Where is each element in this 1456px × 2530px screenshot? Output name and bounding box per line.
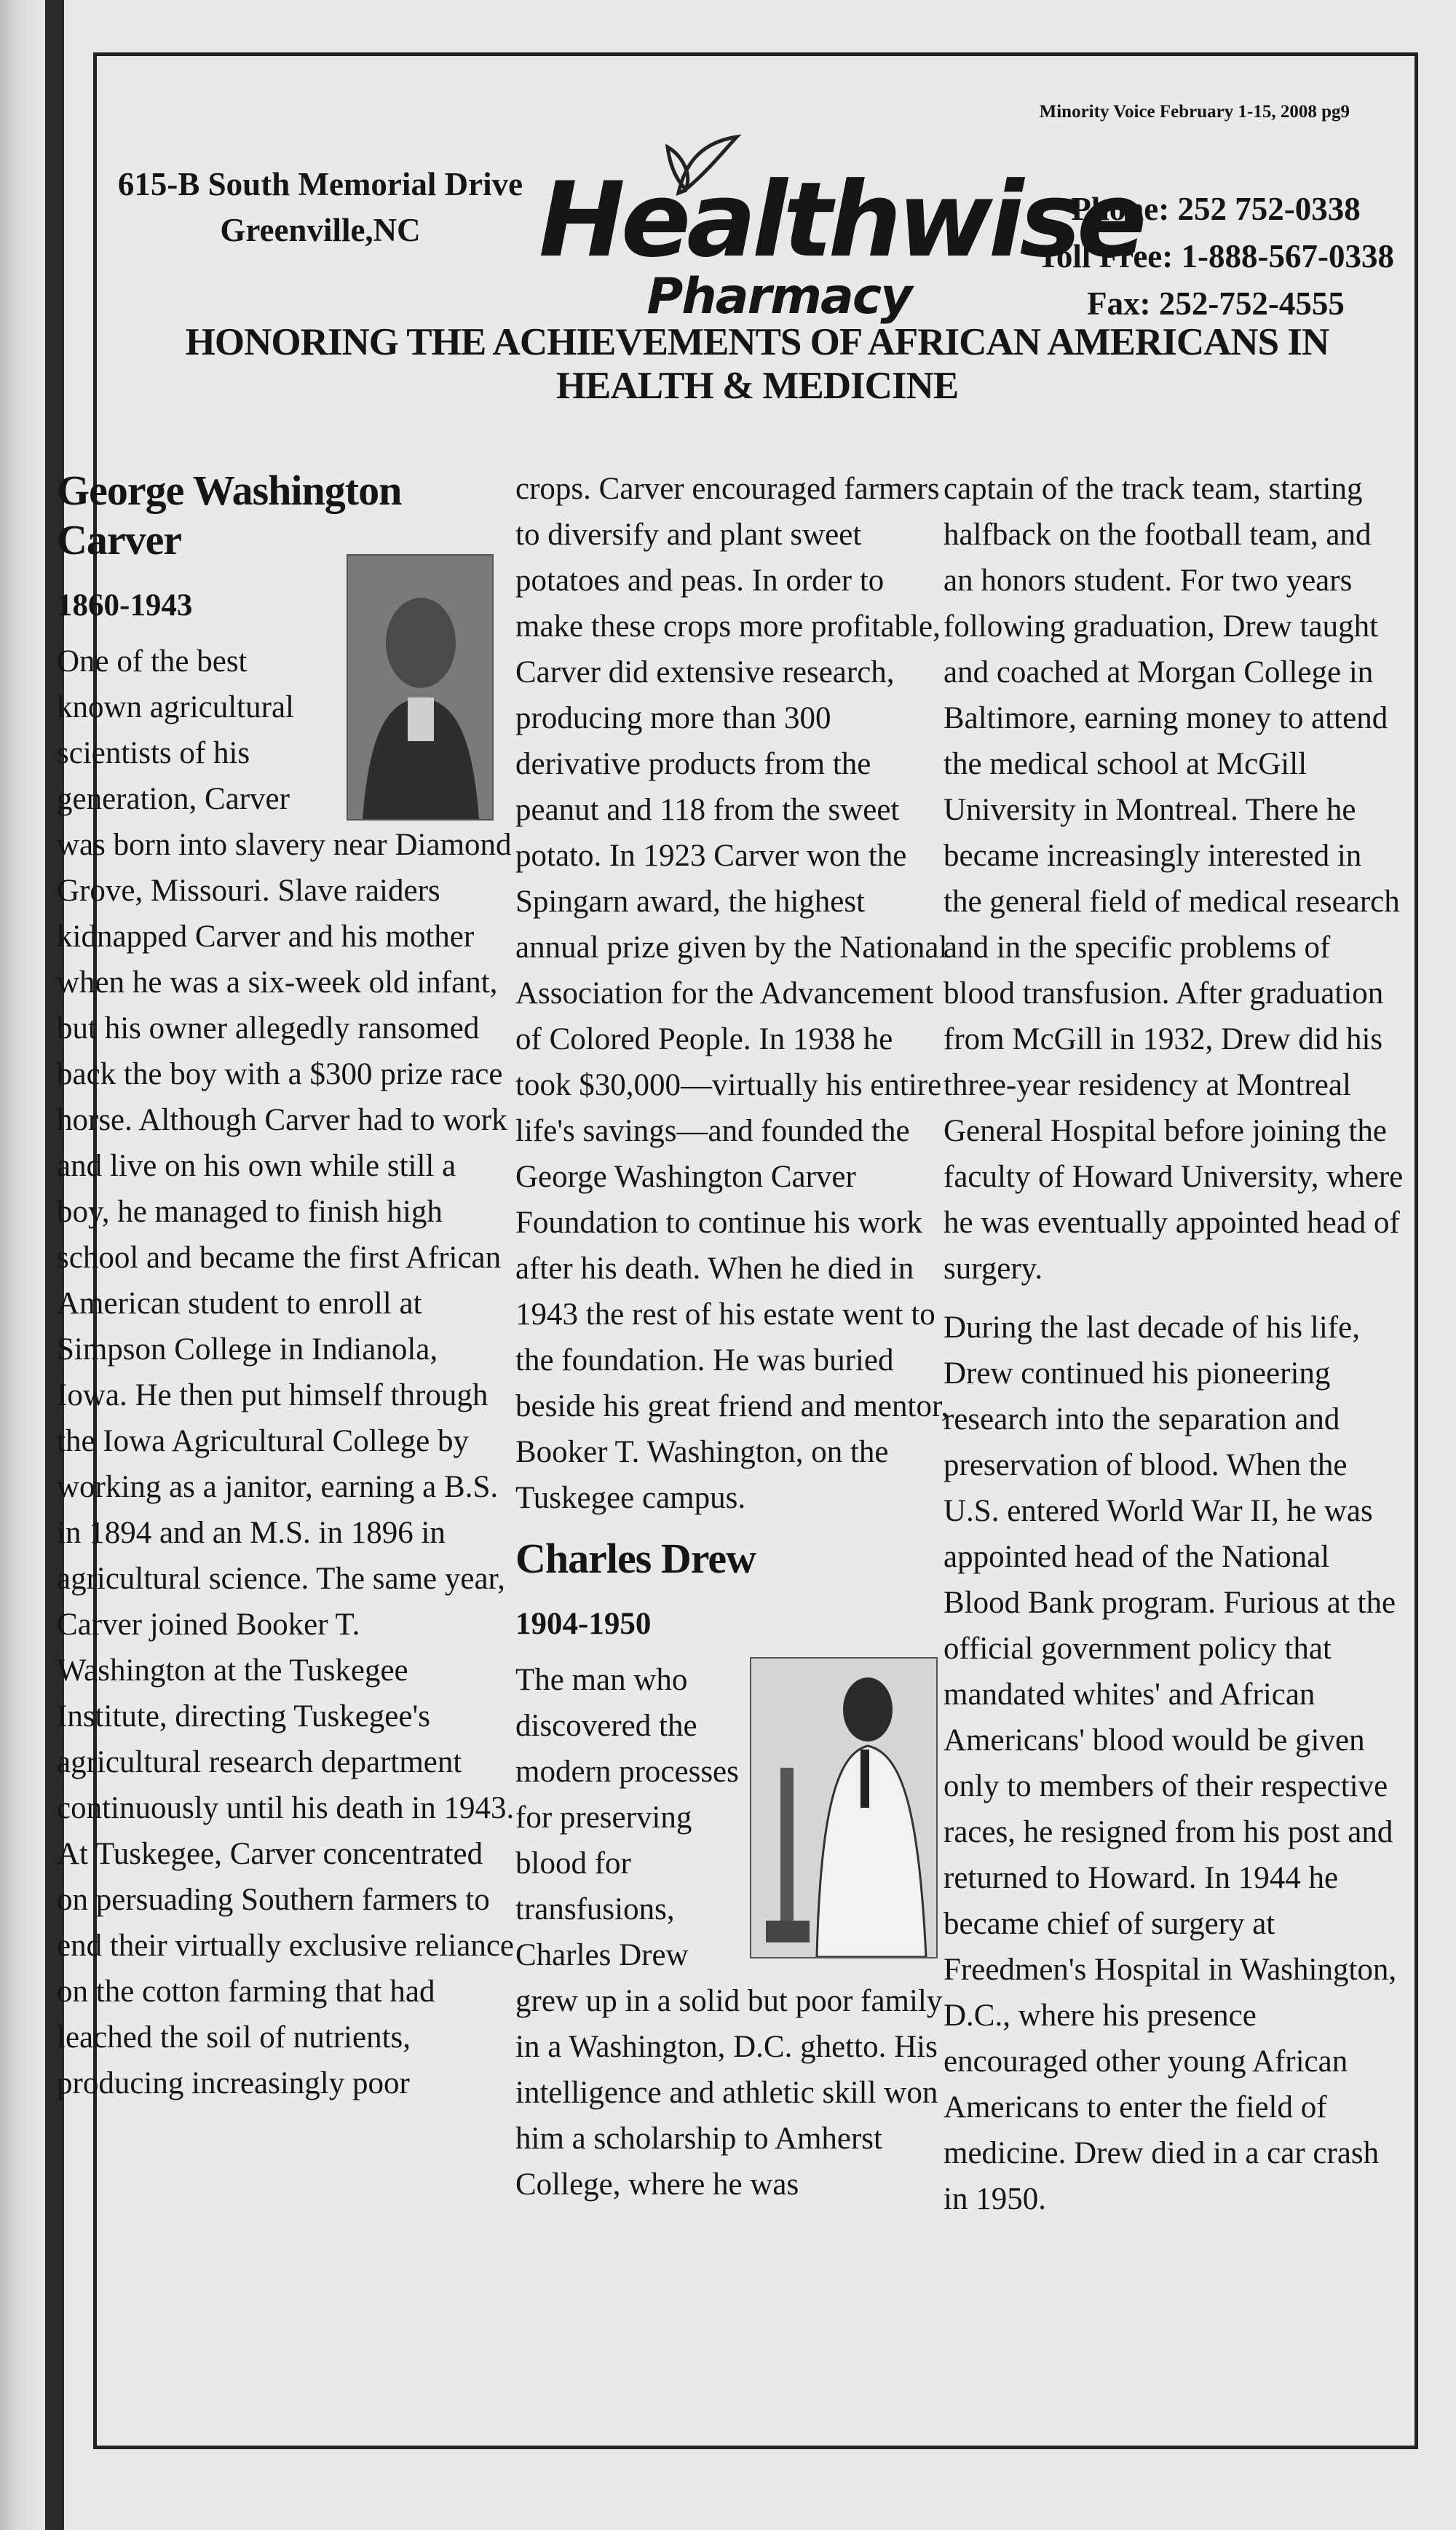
phone-number: Phone: 252 752-0338 <box>1071 191 1361 227</box>
carver-body: One of the best known agricultural scientists of his generation, Carver was born into slavery near Diamond Grove, Missouri. Slave raiders kidnapped Carver and his mother when he was a six-week old infant, but his owner allegedly ransomed back the boy with a $300 prize race horse. Although Carver had to work and live on his own while still a boy, he managed to finish high school and became the first African American student to enroll at Simpson College in Indianola, Iowa. He then put himself through the Iowa Agricultural College by working as a janitor, earning a B.S. in 1894 and an M.S. in 1896 in agricultural science. The same year, Carver joined Booker T. Washington at the Tuskegee Institute, directing Tuskegee's agricultural research department continuously until his death in 1943. At Tuskegee, Carver concentrated on persuading Southern farmers to end their virtually exclusive reliance on the cotton farming that had leached the soil of nutrients, producing increasingly poor <box>57 644 515 2100</box>
fax-number: Fax: 252-752-4555 <box>1087 285 1345 322</box>
pharmacy-contact <box>1026 186 1405 328</box>
pharmacy-address <box>95 162 546 253</box>
carver-body-continued: crops. Carver encouraged farmers to diversify and plant sweet potatoes and peas. In order to make these crops more profitable, Carver did extensive research, producing more than 300 derivative products from the peanut and 118 from the sweet potato. In 1923 Carver won the Spingarn award, the highest annual prize given by the National Association for the Advancement of Colored People. In 1938 he took $30,000—virtually his entire life's savings—and founded the George Washington Carver Foundation to continue his work after his death. When he died in 1943 the rest of his estate went to the foundation. He was buried beside his great friend and mentor, Booker T. Washington, on the Tuskegee campus. <box>515 472 949 1515</box>
publication-reference: Minority Voice February 1-15, 2008 pg9 <box>1039 102 1350 122</box>
healthwise-logo <box>539 131 1143 328</box>
carver-years: 1860-1943 <box>57 588 193 622</box>
article-title: HONORING THE ACHIEVEMENTS OF AFRICAN AMERICANS IN HEALTH & MEDICINE <box>185 321 1329 407</box>
drew-body: The man who discovered the modern processes for preserving blood for transfusions, Charles Drew grew up in a solid but poor family in a Washington, D.C. ghetto. His intelligence and athletic skill won him a scholarship to Amherst College, where he was <box>515 1663 943 2202</box>
column-3 <box>943 466 1405 2222</box>
drew-years: 1904-1950 <box>515 1607 652 1641</box>
drew-body-continued: captain of the track team, starting halfback on the football team, and an honors student. For two years following graduation, Drew taught and coached at Morgan College in Baltimore, earning money to attend the medical school at McGill University in Montreal. There he became increasingly interested in the general field of medical research and in the specific problems of blood transfusion. After graduation from McGill in 1932, Drew did his three-year residency at Montreal General Hospital before joining the faculty of Howard University, where he was eventually appointed head of surgery. <box>943 472 1404 1286</box>
toll-free-number: Toll Free: 1-888-567-0338 <box>1037 238 1394 274</box>
column-1 <box>57 466 515 2106</box>
drew-name: Charles Drew <box>515 1535 756 1582</box>
column-2 <box>515 466 952 2207</box>
address-street: 615-B South Memorial Drive <box>117 166 523 202</box>
logo-wordmark: Healthwise <box>539 160 1143 280</box>
logo-subtitle: Pharmacy <box>646 268 911 325</box>
carver-photo <box>347 554 494 821</box>
drew-body-final: During the last decade of his life, Drew continued his pioneering research into the separation and preservation of blood. When the U.S. entered World War II, he was appointed head of the National Blood Bank program. Furious at the official government policy that mandated whites' and African Americans' blood would be given only to members of their respective races, he resigned from his post and returned to Howard. In 1944 he became chief of surgery at Freedmen's Hospital in Washington, D.C., where his presence encouraged other young African Americans to enter the field of medicine. Drew died in a car crash in 1950. <box>943 1311 1397 2216</box>
carver-name: George Washington Carver <box>57 467 402 564</box>
drew-photo <box>750 1657 938 1958</box>
address-city: Greenville,NC <box>220 212 421 248</box>
